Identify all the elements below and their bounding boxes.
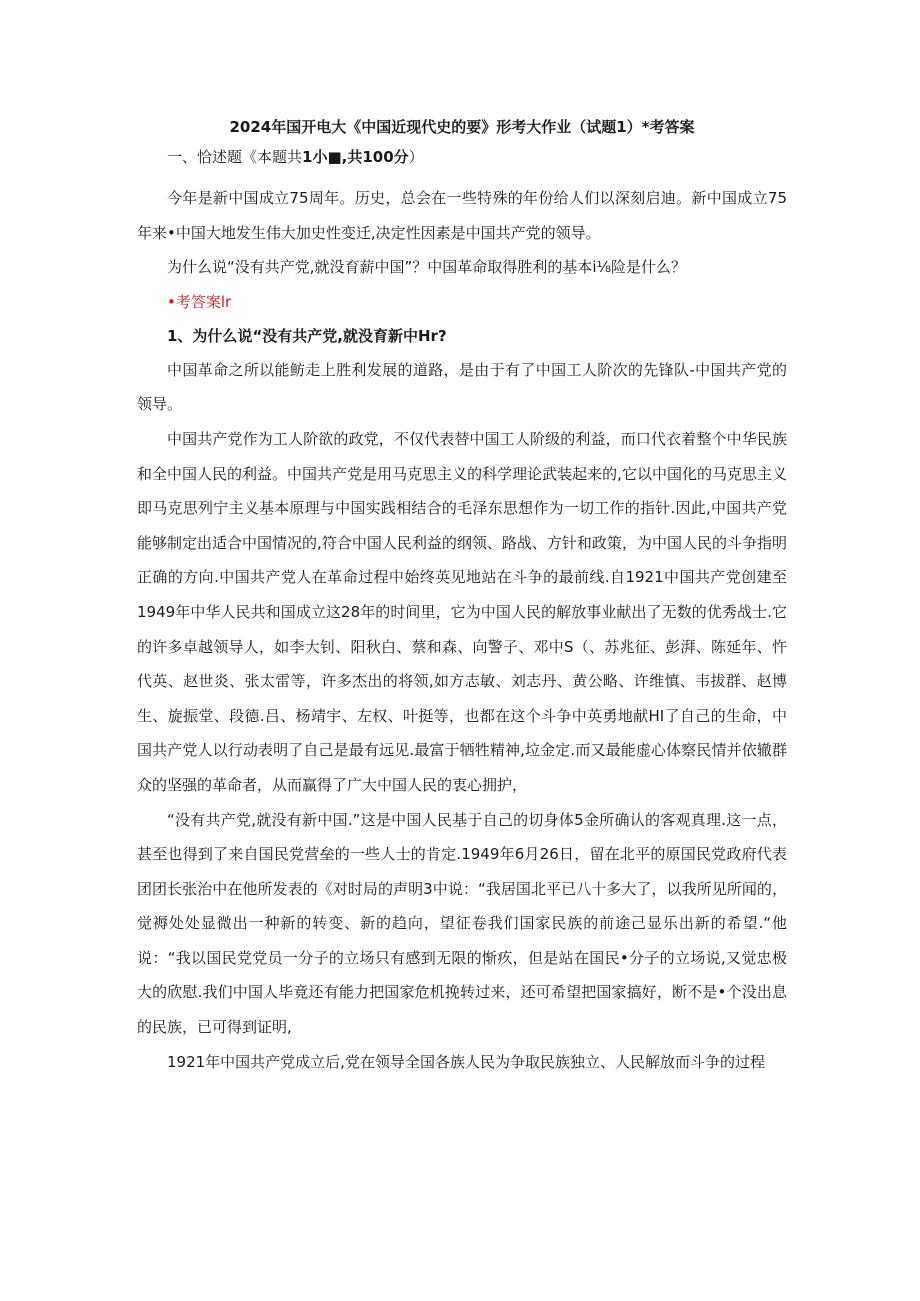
answer-subheading: 1、为什么说“没有共产党,就没育新中Hr? — [167, 326, 447, 345]
document-body — [137, 115, 787, 1079]
document-title: 2024年国开电大《中国近现代史的要》形考大作业（试题1）*考答案 — [229, 118, 695, 136]
body-paragraph-1: 中国革命之所以能鲂走上胜利发展的道路，是由于有了中国工人阶次的先锋队-中国共产党的领导。 — [137, 360, 787, 414]
section-heading-score: 1小■,共100分 — [302, 148, 409, 166]
body-paragraph-4: 1921年中国共产党成立后,党在领导全国各族人民为争取民族独立、人民解放而斗争的过程 — [167, 1052, 765, 1071]
section-heading-suffix: ） — [408, 148, 424, 166]
section-heading — [167, 145, 787, 169]
body-paragraph-3: “没有共产党,就没有新中国.”这是中国人民基于自己的切身体5金所确认的客观真理.这一点，甚至也得到了来自国民党营垒的一些人士的肯定.1949年6月26日，留在北平的原国民党政府代表团团长张治中在他所发表的《对时局的声明3中说：“我居国北平已八十多大了，以我所见所闻的，觉褥处处显微出一种新的转变、新的趋向，望征卷我们国家民族的前途己显乐出新的希望.“他说：“我以国民党党员一分子的立场只有感到无限的惭疚，但是站在国民•分子的立场说,又觉忠极大的欣慰.我们中国人毕竟还有能力把国家危机挽转过来，还可希望把国家搞好，断不是•个没出息的民族，已可得到证明, — [137, 810, 787, 1037]
section-heading-prefix: 一、恰述题《本题共 — [167, 148, 303, 166]
question-paragraph: 为什么说“没有共产党,就没育薪中国”？中国革命取得胜利的基本i⅛险是什么？ — [167, 258, 687, 277]
body-paragraph-2: 中国共产党作为工人阶欲的政党，不仅代表替中国工人阶级的利益，而口代衣着整个中华民族和全中国人民的利益。中国共产党是用马克思主义的科学理论武装起来的,它以中国化的马克思主义即马克思列宁主义基本原理与中国实践相结合的毛泽东思想作为一切工作的指针.因此,中国共产党能够制定出适合中国情况的,符合中国人民利益的纲领、路战、方针和政策，为中国人民的斗争指明正确的方向.中国共产党人在革命过程中始终英见地站在斗争的最前线.自1921中国共产党创建至1949年中华人民共和国成立这28年的时间里，它为中国人民的解放事业献出了无数的优秀战士.它的许多卓越领导人，如李大钊、阳秋白、蔡和森、向警子、邓中S（、苏兆征、彭湃、陈延年、忤代英、赵世炎、张太雷等，许多杰出的将领,如方志敏、刘志丹、黄公略、许维慎、韦拔群、赵博生、旋振堂、段德.吕、杨靖宇、左权、叶挺等，也都在这个斗争中英勇地献HI了自己的生命，中国共产党人以行动表明了自己是最有远见.最富于牺牲精神,垃金定.而又最能虚心体察民情并依辙群众的坚强的革命者，从而赢得了广大中国人民的衷心拥护， — [137, 429, 787, 794]
intro-paragraph: 今年是新中国成立75周年。历史，总会在一些特殊的年份给人们以深刻启迪。新中国成立75年来•中国大地发生伟大加史性变迁,决定性因素是中国共产党的领导。 — [137, 189, 787, 242]
reference-answer-label: •考答案lr — [167, 292, 232, 311]
